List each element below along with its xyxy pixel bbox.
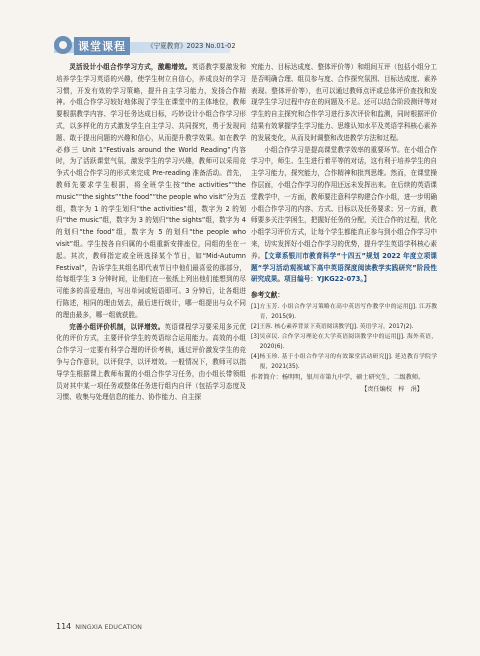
left-column <box>56 62 246 404</box>
right-column <box>251 62 437 396</box>
reference-item: [1]方玉芳. 小组合作学习策略在高中英语写作教学中的运用[J]. 江苏教育，2015(9). <box>251 303 437 320</box>
journal-name-en: NINGXIA EDUCATION <box>75 623 142 631</box>
reference-item: [3]吴彦民. 合作学习理论在大学英语阅读教学中的运用[J]. 海外英语，2020(6). <box>251 333 437 350</box>
page-number: 114 <box>56 622 72 631</box>
paragraph-1-lead: 灵活设计小组合作学习方式，激趣增效。 <box>69 63 192 71</box>
paragraph-2 <box>56 322 246 405</box>
references <box>251 290 437 395</box>
header-circle-icon <box>54 36 72 54</box>
page-footer <box>56 622 142 631</box>
paragraph-2-text: 英语课程学习要采用多元优化的评价方式，主要评价学生的英语综合运用能力。高效的小组合作学习一定要有科学合理的评价考核，通过评价激发学生的竞争与合作意识，以评促学，以评增效。一般情况下，教师可以指导学生根据课上教师布置的小组合作学习任务，由小组长带领组员对其中某一项任务或整体任务进行组内自评（包括学习态度及习惯、收集与处理信息的能力、协作能力、自主探 <box>56 322 247 402</box>
paragraph-1-text: 英语教学要激发和培养学生学习英语的兴趣，使学生树立自信心，养成良好的学习习惯，开发有效的学习策略，提升自主学习能力，发扬合作精神。小组合作学习较好地体现了学生在课堂中的主体地位，教师要根据教学内容、学习任务达成目标，巧妙设计小组合作学习形式，以多样化的方式激发学生自主学习、共同探究，勇于发现问题、敢于提出问题的兴趣和信心，从而提升教学效果。如在教学必修三 Unit 1“Festivals around the World Reading”内容时，为了活跃课堂气氛，激发学生的学习兴趣，教师可以采用竞争式小组合作学习的形式来完成 Pre-reading 准备活动。首先，教师先要求学生根据，将全班学生按“the activities”“the music”“the sights”“the food”“the people who visit”分为五组，数字为 1 的学生划归“the activities”组，数字为 2 的划归“the music”组，数字为 3 的划归“the sights”组，数字为 4 的划归“the food”组，数字为 5 的划归“the people who visit”组。学生按各自归属的小组重新安排座位，同组的坐在一起。其次，教师指定或全班选择某个节日，如“Mid-Autumn Festival”，告诉学生其组名即代表节日中他们最喜爱的那部分，给每组学生 3 分钟时间，让他们在一张纸上列出他们能想到的尽可能多的喜爱理由，写出单词或短语即可。3 分钟后，让各组进行陈述，相同的理由划去，最后进行统计，哪一组提出与众不同的理由最多，哪一组就获胜。 <box>56 63 247 319</box>
paragraph-4 <box>251 145 437 287</box>
paragraph-3: 究能力、目标达成度、整体评价等）和组间互评（包括小组分工是否明确合理、组员参与度、合作探究氛围、目标达成度、素养表现、整体评价等），也可以通过教师点评或总体评价查找和发现学生学习过程中存在的问题及不足。还可以结合阶段测评等对学生的自主探究和合作学习进行多次评价和监测，同时根据评价结果有效掌握学生学习能力、思维认知水平及英语学科核心素养的发展变化，从而及时调整和改进教学方法和过程。 <box>251 63 437 142</box>
reference-item: [4]杨玉珍. 基于小组合作学习的有效课堂活动研究[J]. 延边教育学院学报，2021(35). <box>251 353 437 370</box>
funding-note: 【文章系银川市教育科学“十四五”规划 2022 年度立项课题“学习活动观视域下高中英语深度阅读教学实践研究”阶段性研究成果。项目编号：YJKG22-073。】 <box>251 251 438 284</box>
paragraph-1 <box>56 62 246 322</box>
references-title: 参考文献： <box>251 291 284 300</box>
paragraph-4-text: 小组合作学习是提高课堂教学效率的重要环节。在小组合作学习中，师生、生生进行着平等的对话，这有利于培养学生的自主学习能力，探究能力，合作精神和批判思维。然而，在课堂操作层面，小组合作学习的作用还远未发挥出来。在后续的英语课堂教学中，一方面，教师要注意科学构建合作小组，进一步明确小组合作学习的内容、方式、目标以及任务要求；另一方面，教师要多关注学困生，把握好任务的分配，关注合作的过程，优化小组学习评价方式，让每个学生都能真正参与到小组合作学习中来，切实发挥好小组合作学习的优势，提升学生英语学科核心素养。 <box>251 145 437 260</box>
paragraph-2-lead: 完善小组评价机制，以评增效。 <box>69 322 165 331</box>
journal-issue: 《宁夏教育》2023 No.01-02 <box>147 42 236 50</box>
reference-item: [2]王蓉. 核心素养背景下英语阅读教学[J]. 英语学习，2017(2). <box>251 323 414 330</box>
author-bio: 作者简介：杨明明，银川市第九中学，硕士研究生，二级教师。 <box>251 373 425 381</box>
editor-note: 【责任编校 梓 涓】 <box>361 385 423 393</box>
section-title: 课堂课程 <box>74 37 130 55</box>
